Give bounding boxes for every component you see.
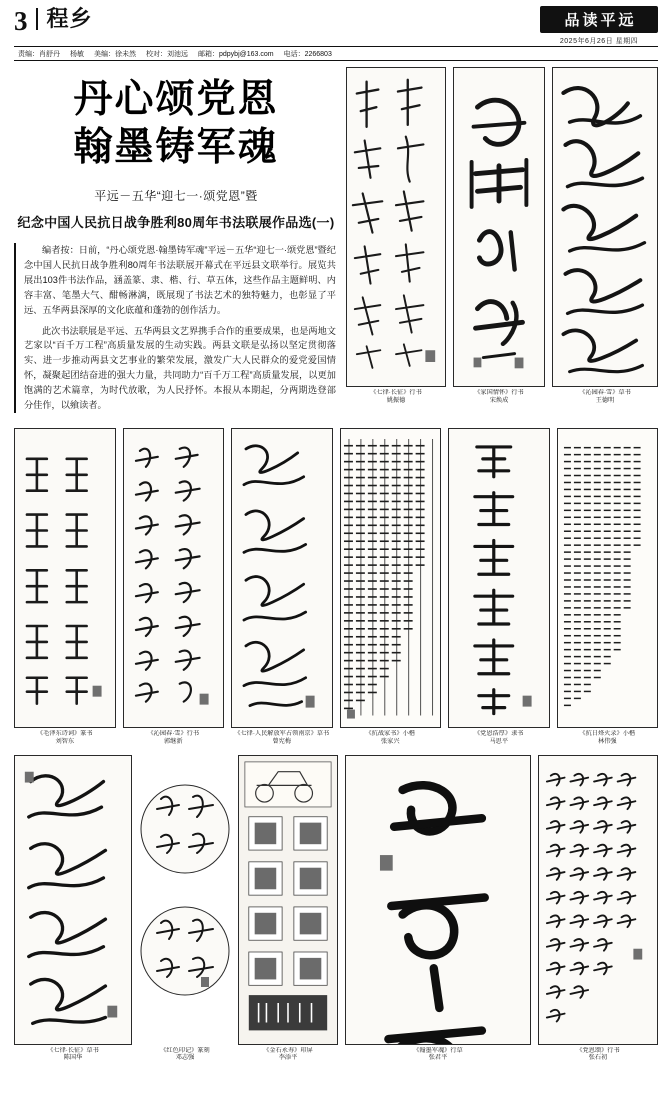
artwork-caption: [139, 1047, 231, 1063]
artwork-title: 《沁园春·雪》草书: [579, 389, 631, 396]
artwork-title: 《红色印记》篆刻: [160, 1046, 210, 1054]
headline-line-2: 翰墨铸军魂: [73, 126, 279, 170]
artwork-title: 《翰墨军魂》行草: [413, 1046, 463, 1054]
logo-badge-text: 品读平远: [540, 6, 658, 33]
staff-credit-2: 美编：徐未然: [94, 50, 136, 58]
artwork-item[interactable]: [238, 755, 338, 1063]
page-number: 3: [14, 6, 28, 36]
artwork-author: 邓志强: [175, 1054, 195, 1062]
artwork-author: 姚振德: [386, 396, 406, 404]
headline-subtitle: 平远－五华“迎七一·颂党恩”暨: [94, 189, 258, 204]
artwork-item[interactable]: [557, 428, 659, 746]
artwork-author: 刘智东: [55, 737, 75, 745]
artwork-image: [14, 428, 116, 728]
staff-credit-5: 电话：2266803: [283, 50, 332, 58]
artwork-author: 郭继新: [163, 737, 183, 745]
headline-subtitle-2: 纪念中国人民抗日战争胜利80周年书法联展作品选(一): [17, 215, 335, 231]
artwork-author: 曾宪梅: [272, 737, 292, 745]
cursive-script-icon: [232, 429, 332, 728]
artwork-image: [238, 755, 338, 1045]
artwork-caption: [340, 730, 442, 746]
top-section: [14, 67, 658, 419]
artwork-image: [552, 67, 658, 387]
seal-impression-sheet-icon: [239, 756, 337, 1040]
artwork-author: 林伟强: [597, 737, 617, 745]
artwork-title: 《抗战家书》小楷: [365, 730, 415, 737]
calligraphy-ink-icon: [454, 68, 544, 381]
artwork-item[interactable]: [552, 67, 658, 405]
cursive-couplet-icon: [15, 756, 131, 1041]
artwork-author: 宋焕成: [489, 396, 509, 404]
publication-date: 2025年6月26日 星期四: [559, 38, 639, 45]
artwork-item[interactable]: [231, 428, 333, 746]
artwork-item[interactable]: [448, 428, 550, 746]
artwork-caption: [14, 1047, 132, 1063]
small-regular-script-icon: [341, 429, 441, 728]
clerical-script-icon: [449, 429, 549, 728]
section-name: 程乡: [36, 8, 93, 30]
artwork-title: 《抗日烽火录》小楷: [579, 730, 636, 737]
artwork-title: 《沁园春·雪》行书: [147, 730, 200, 737]
bottom-artwork-row: [14, 755, 658, 1063]
fan-shape-artwork-icon: [139, 755, 231, 1045]
artwork-caption: [345, 1047, 531, 1063]
headline-block: [14, 67, 338, 419]
artwork-item[interactable]: [538, 755, 658, 1063]
artwork-image: [557, 428, 659, 728]
calligraphy-ink-icon: [553, 68, 657, 387]
artwork-image: [14, 755, 132, 1045]
staff-credits-bar: [14, 46, 658, 61]
artwork-image: [139, 755, 231, 1045]
artwork-image: [538, 755, 658, 1045]
top-artwork-row: [346, 67, 658, 405]
middle-artwork-row: [14, 428, 658, 746]
artwork-title: 《党恩浩厚》隶书: [474, 730, 524, 737]
artwork-item[interactable]: [453, 67, 545, 405]
artwork-title: 《家国情怀》行书: [474, 389, 524, 396]
artwork-caption: [346, 389, 446, 405]
artwork-author: 张家兴: [380, 737, 400, 745]
calligraphy-ink-icon: [347, 68, 445, 382]
artwork-image: [346, 67, 446, 387]
artwork-author: 李添平: [278, 1054, 298, 1062]
artwork-item[interactable]: [123, 428, 225, 746]
artwork-item[interactable]: [139, 755, 231, 1063]
publication-logo: [540, 6, 658, 46]
artwork-caption: [538, 1047, 658, 1063]
artwork-image: [345, 755, 531, 1045]
artwork-item[interactable]: [345, 755, 531, 1063]
artwork-author: 王德明: [595, 396, 615, 404]
masthead: [0, 0, 672, 44]
artwork-author: 张君平: [428, 1054, 448, 1062]
artwork-caption: [448, 730, 550, 746]
artwork-image: [231, 428, 333, 728]
artwork-caption: [231, 730, 333, 746]
staff-credit-0: 责编：肖舒丹: [18, 50, 60, 58]
editor-note-paragraph-1: 编者按：日前，“丹心颂党恩·翰墨铸军魂”平远－五华“迎七一·颂党恩”暨纪念中国人民抗日战争胜利80周年书法联展开幕式在平远县文联举行。展览共展出103件书法作品，涵盖篆、隶、楷、行、草五体，这些作品主题鲜明、内容丰富、笔墨大气、酣畅淋漓，既展现了书法艺术的独特魅力，也彰显了平远、五华两县深厚的文化底蕴和蓬勃的创作活力。: [24, 245, 336, 315]
artwork-item[interactable]: [14, 755, 132, 1063]
artwork-title: 《金石永寿》印屏: [263, 1046, 313, 1054]
artwork-image: [123, 428, 225, 728]
dense-small-script-icon: [558, 429, 658, 728]
artwork-image: [453, 67, 545, 387]
artwork-author: 张石初: [588, 1054, 608, 1062]
artwork-item[interactable]: [346, 67, 446, 405]
artwork-image: [340, 428, 442, 728]
artwork-caption: [238, 1047, 338, 1063]
artwork-title: 《党恩颂》行书: [576, 1046, 620, 1054]
artwork-title: 《毛泽东诗词》篆书: [36, 730, 93, 737]
staff-credit-3: 校对：刘池远: [146, 50, 188, 58]
artwork-caption: [123, 730, 225, 746]
staff-credit-1: 杨敏: [70, 50, 84, 58]
artwork-caption: [14, 730, 116, 746]
artwork-image: [448, 428, 550, 728]
artwork-title: 《七律·人民解放军占领南京》草书: [234, 730, 330, 737]
artwork-item[interactable]: [14, 428, 116, 746]
artwork-title: 《七律·长征》行书: [370, 389, 422, 396]
artwork-author: 陈国华: [63, 1054, 83, 1062]
seal-script-icon: [15, 429, 115, 728]
staff-credit-4: 邮箱：pdpybj@163.com: [198, 50, 274, 58]
editor-note: [14, 243, 338, 413]
running-script-icon: [124, 429, 224, 728]
artwork-caption: [557, 730, 659, 746]
multi-column-script-icon: [539, 756, 657, 1041]
large-cursive-icon: [346, 756, 530, 1045]
artwork-caption: [552, 389, 658, 405]
artwork-title: 《七律·长征》草书: [47, 1046, 99, 1054]
artwork-item[interactable]: [340, 428, 442, 746]
artwork-caption: [453, 389, 545, 405]
page-content: [14, 67, 658, 1062]
artwork-author: 马思平: [489, 737, 509, 745]
editor-note-paragraph-2: 此次书法联展是平远、五华两县文艺界携手合作的重要成果，也是两地文艺家以“百千万工程”高质量发展的生动实践。两县文联是弘扬以坚定贯彻落实、进一步推动两县文艺事业的繁荣发展，激发广大人民群众的爱党爱国情怀，凝聚起团结奋进的强大力量，共同助力“百千万工程”高质量发展，以更加饱满的艺术篇章，为时代放歌，为人民抒怀。本报从本期起，分两期选登部分佳作，以飨读者。: [24, 325, 336, 411]
headline-line-1: 丹心颂党恩: [73, 78, 279, 121]
